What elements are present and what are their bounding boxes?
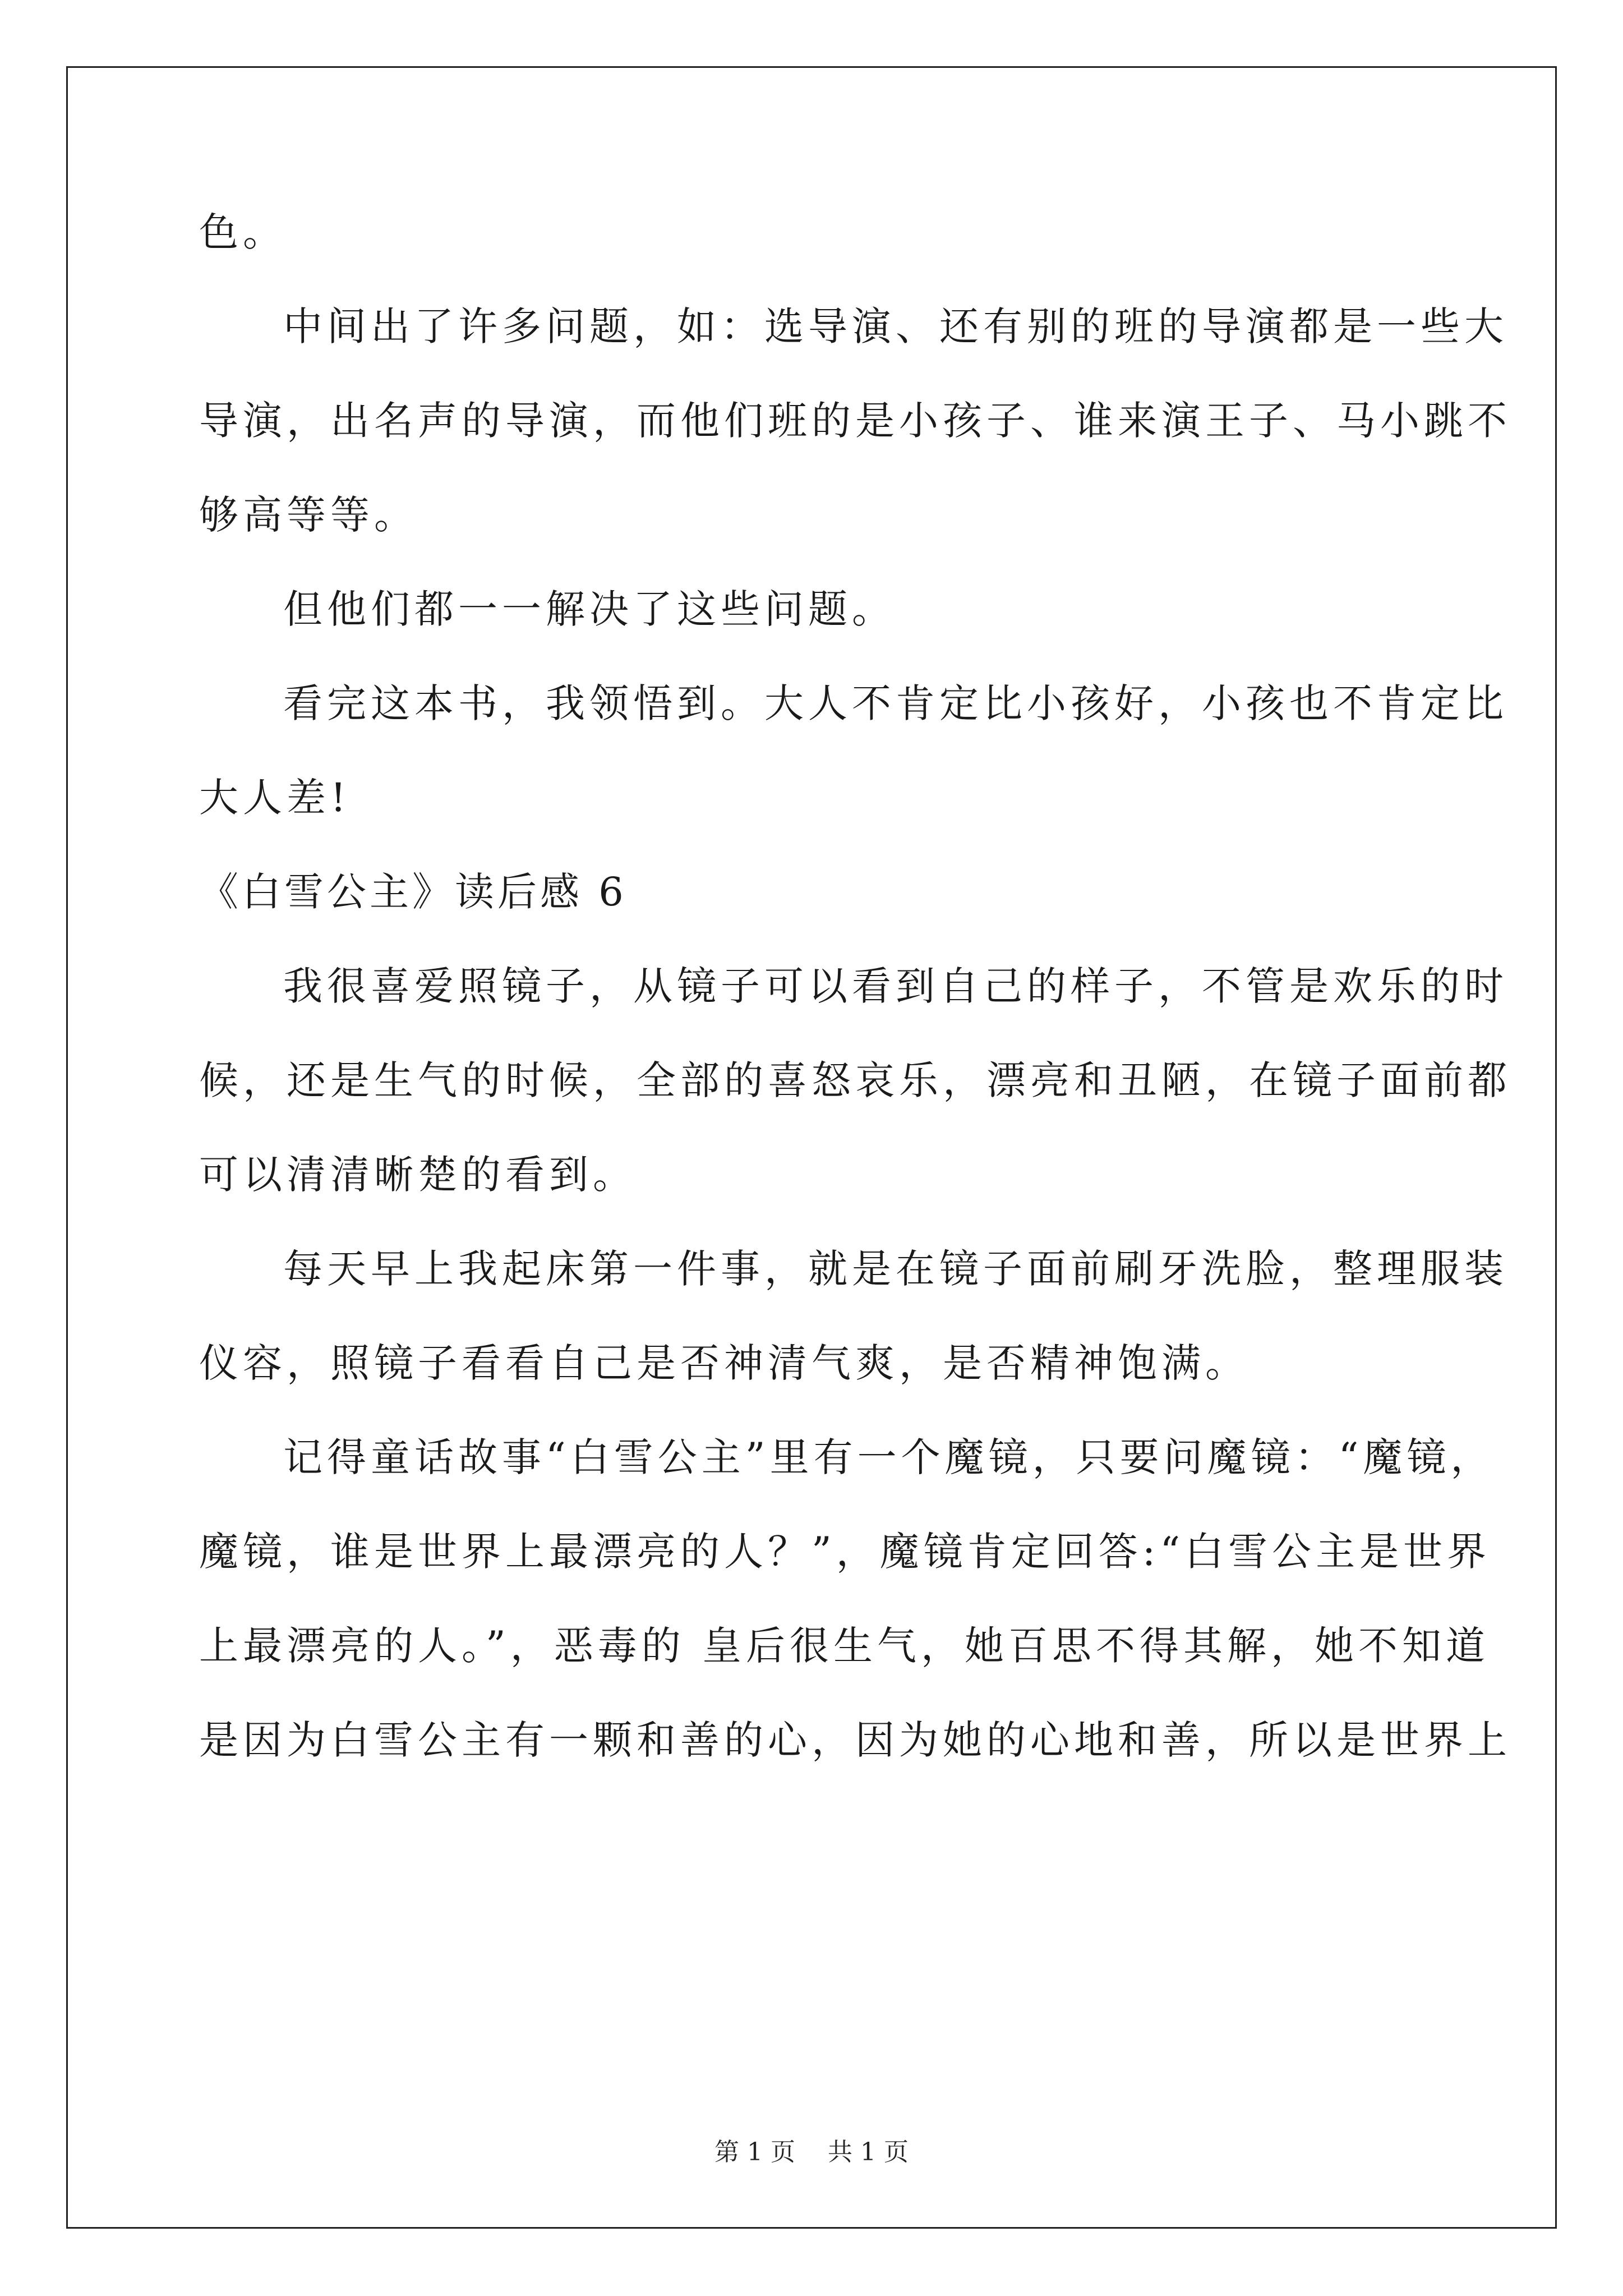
document-body xyxy=(199,185,1511,1787)
text-line-12: 每天早上我起床第一件事，就是在镜子面前刷牙洗脸，整理服装 xyxy=(283,1246,1508,1292)
text-line-10: 候，还是生气的时候，全部的喜怒哀乐，漂亮和丑陋，在镜子面前都 xyxy=(199,1057,1511,1103)
text-line-2: 中间出了许多问题，如：选导演、还有别的班的导演都是一些大 xyxy=(283,303,1508,349)
text-line-17: 是因为白雪公主有一颗和善的心，因为她的心地和善，所以是世界上 xyxy=(199,1717,1511,1763)
text-line-14: 记得童话故事“白雪公主”里有一个魔镜，只要问魔镜：“魔镜， xyxy=(283,1434,1495,1480)
text-line-15: 魔镜，谁是世界上最漂亮的人？”，魔镜肯定回答:“白雪公主是世界 xyxy=(199,1529,1491,1575)
text-line-9: 我很喜爱照镜子，从镜子可以看到自己的样子，不管是欢乐的时 xyxy=(283,963,1508,1009)
text-line-16: 上最漂亮的人。”，恶毒的 皇后很生气，她百思不得其解，她不知道 xyxy=(199,1623,1490,1669)
section-heading: 《白雪公主》读后感 6 xyxy=(199,869,627,915)
text-line-4: 够高等等。 xyxy=(199,492,418,538)
text-line-5: 但他们都一一解决了这些问题。 xyxy=(283,586,896,632)
text-line-13: 仪容，照镜子看看自己是否神清气爽，是否精神饱满。 xyxy=(199,1340,1249,1386)
text-line-11: 可以清清晰楚的看到。 xyxy=(199,1152,637,1198)
page-number: 第 1 页 xyxy=(714,2138,795,2166)
text-line-3: 导演，出名声的导演，而他们班的是小孩子、谁来演王子、马小跳不 xyxy=(199,398,1511,444)
text-line-6: 看完这本书，我领悟到。大人不肯定比小孩好，小孩也不肯定比 xyxy=(283,680,1508,726)
text-line-1: 色。 xyxy=(199,209,287,255)
page-total: 共 1 页 xyxy=(828,2138,909,2166)
text-line-7: 大人差! xyxy=(199,775,351,821)
page-footer xyxy=(0,2132,1623,2168)
